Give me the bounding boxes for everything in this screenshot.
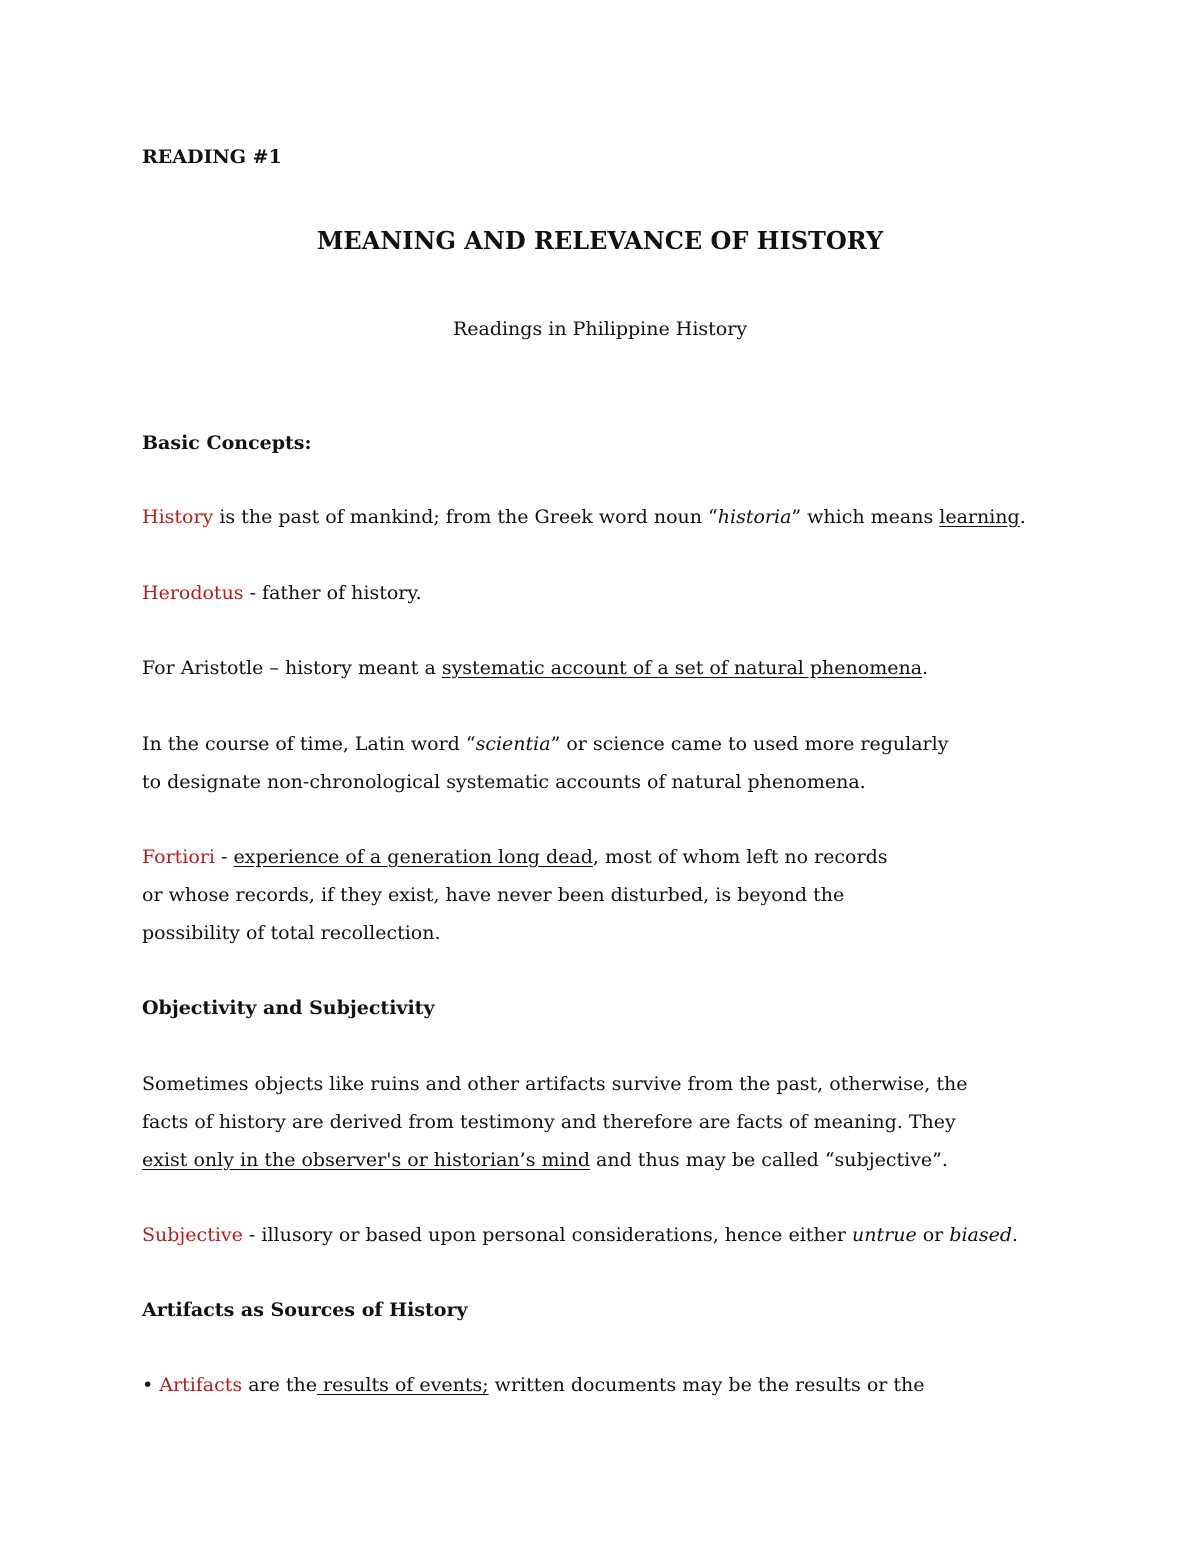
bullet-icon: • (142, 1374, 160, 1396)
artifacts-bullet-item: • Artifacts are the results of events; written documents may be the results or the (142, 1374, 925, 1396)
term-history: History (142, 506, 214, 528)
term-artifacts: Artifacts (159, 1374, 243, 1396)
herodotus-definition: Herodotus - father of history. (142, 582, 422, 604)
term-subjective: Subjective (142, 1224, 243, 1246)
document-subtitle: Readings in Philippine History (452, 318, 748, 340)
artifacts-heading: Artifacts as Sources of History (142, 1299, 468, 1321)
italic-untrue: untrue (852, 1224, 917, 1246)
fortiori-line-2: or whose records, if they exist, have never been disturbed, is beyond the (142, 884, 845, 906)
reading-label: READING #1 (142, 146, 282, 168)
objectivity-line-1: Sometimes objects like ruins and other artifacts survive from the past, otherwise, the (142, 1073, 968, 1095)
underlined-observer-mind: exist only in the observer's or historian’s mind (142, 1149, 590, 1171)
underlined-experience: experience of a generation long dead (233, 846, 593, 868)
term-herodotus: Herodotus (142, 582, 244, 604)
history-definition: History is the past of mankind; from the Greek word noun “historia” which means learning. (142, 506, 1026, 528)
underlined-systematic-account: systematic account of a set of natural phenomena (441, 657, 923, 679)
aristotle-definition: For Aristotle – history meant a systematic account of a set of natural phenomena. (142, 657, 929, 679)
subjective-definition: Subjective - illusory or based upon personal considerations, hence either untrue or biased. (142, 1224, 1019, 1246)
document-title: MEANING AND RELEVANCE OF HISTORY (316, 226, 884, 255)
underlined-learning: learning (939, 506, 1020, 528)
objectivity-line-3: exist only in the observer's or historian’s mind and thus may be called “subjective”. (142, 1149, 948, 1171)
fortiori-line-3: possibility of total recollection. (142, 922, 441, 944)
underlined-results-of-events: results of events; (317, 1374, 489, 1396)
basic-concepts-heading: Basic Concepts: (142, 432, 312, 454)
italic-historia: historia (717, 506, 792, 528)
objectivity-heading: Objectivity and Subjectivity (142, 997, 435, 1019)
italic-biased: biased (949, 1224, 1013, 1246)
objectivity-line-2: facts of history are derived from testimony and therefore are facts of meaning. They (142, 1111, 956, 1133)
term-fortiori: Fortiori (142, 846, 215, 868)
scientia-line-1: In the course of time, Latin word “scientia” or science came to used more regularly (142, 733, 949, 755)
italic-scientia: scientia (475, 733, 551, 755)
fortiori-line-1: Fortiori - experience of a generation long dead, most of whom left no records (142, 846, 888, 868)
scientia-line-2: to designate non-chronological systematic accounts of natural phenomena. (142, 771, 866, 793)
